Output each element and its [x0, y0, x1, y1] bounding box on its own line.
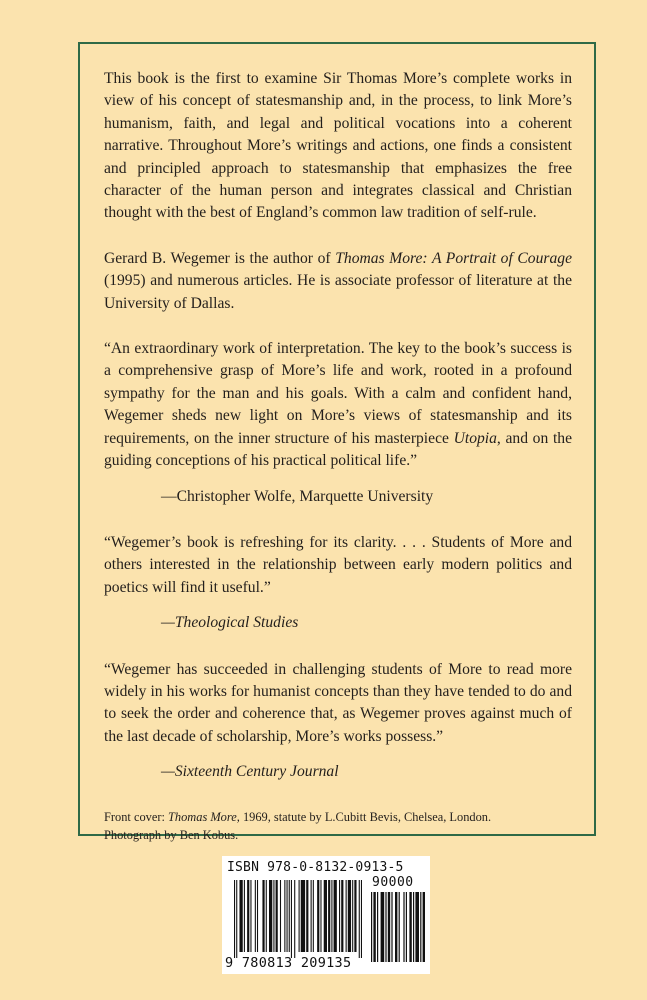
review-attribution-3: —Sixteenth Century Journal	[161, 763, 339, 781]
review-quote-1: “An extraordinary work of interpretation. The key to the book’s success is a comprehensive grasp of More’s life and work, rooted in a profound sympathy for the man and his goals. With a calm and confident hand, Wegemer sheds new light on More’s views of statesmanship and its requirements, on the inner structure of his masterpiece Utopia, and on the guiding conceptions of his practical political life.”	[104, 340, 573, 470]
review-quote-3: “Wegemer has succeeded in challenging students of More to read more widely in his works for humanist concepts than they have tended to do and to seek the order and coherence that, as Wegemer proves against much of the last decade of scholarship, More’s works possess.”	[104, 660, 572, 745]
utopia-title: Utopia	[453, 429, 497, 447]
book-description: This book is the first to examine Sir Thomas More’s complete works in view of his concept of statesmanship and, in the process, to link More’s humanism, faith, and legal and political vocations into a coherent narrative. Throughout More’s writings and actions, one finds a consistent and principled approach to statesmanship that emphasizes the free character of the human person and integrates classical and Christian thought with the best of England’s common law tradition of self-rule.	[104, 70, 572, 222]
isbn-barcode	[222, 856, 430, 974]
review-quote-2: “Wegemer’s book is refreshing for its clarity. . . . Students of More and others interested in the relationship between early modern politics and poetics will find it useful.”	[104, 533, 572, 596]
back-cover-text	[104, 68, 572, 844]
author-bio: Gerard B. Wegemer is the author of Thomas More: A Portrait of Courage (1995) and numerous articles. He is associate professor of literature at the University of Dallas.	[104, 249, 572, 312]
review-attribution-1: —Christopher Wolfe, Marquette University	[161, 487, 434, 505]
isbn-number: ISBN 978-0-8132-0913-5	[227, 860, 404, 875]
review-attribution-2: —Theological Studies	[161, 614, 299, 632]
author-previous-book-title: Thomas More: A Portrait of Courage	[335, 249, 572, 267]
ean-number: 9 780813 209135	[225, 955, 352, 971]
addon-barcode-bars	[371, 892, 425, 968]
cover-artwork-title: Thomas More,	[168, 809, 240, 824]
price-addon-number: 90000	[372, 875, 414, 890]
ean-barcode-bars	[234, 880, 362, 958]
cover-photo-credit: Front cover: Thomas More, 1969, statute by L.Cubitt Bevis, Chelsea, London. Photograph by Ben Kobus.	[104, 809, 492, 842]
